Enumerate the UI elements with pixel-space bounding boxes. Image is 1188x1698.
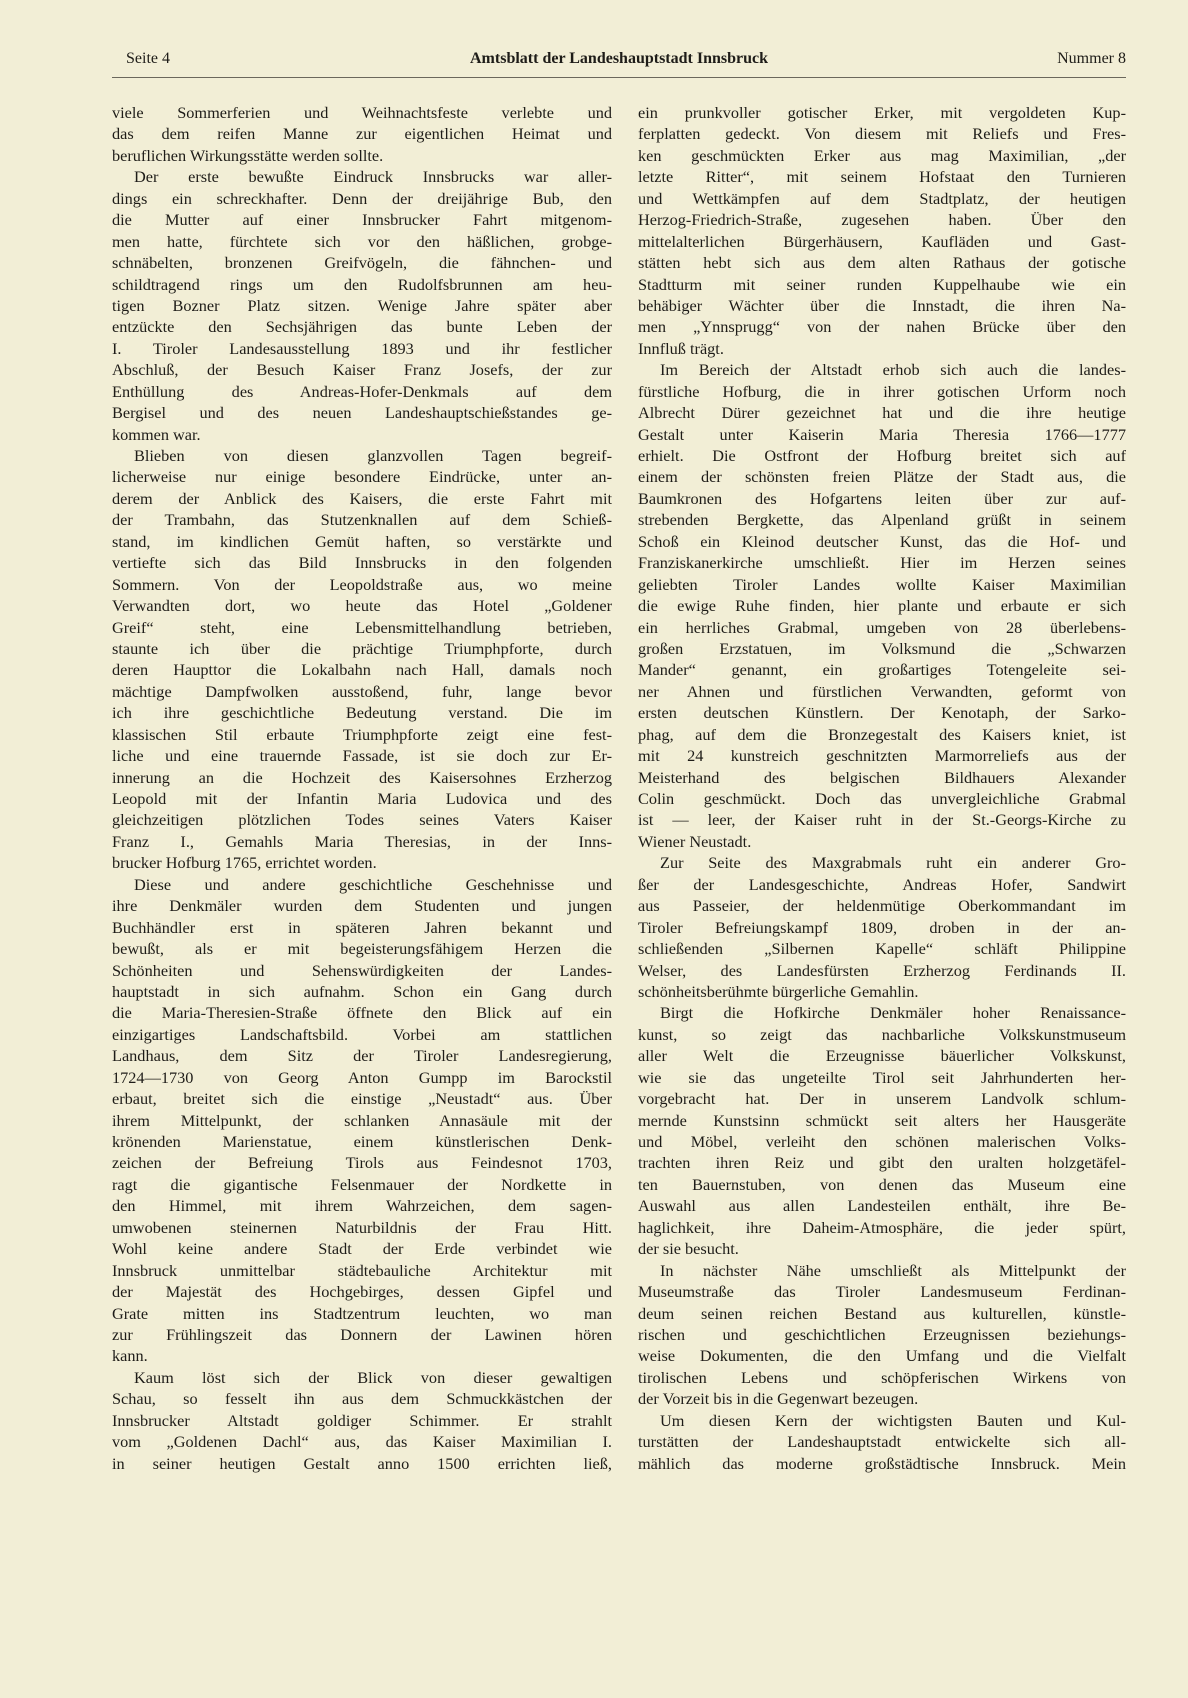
text-line: Tiroler Befreiungskampf 1809, droben in der an- bbox=[638, 917, 1126, 937]
text-line: aller Welt die Erzeugnisse bäuerlicher Volkskunst, bbox=[638, 1046, 1126, 1066]
text-line: mächtige Dampfwolken ausstoßend, fuhr, lange bevor bbox=[112, 681, 612, 701]
text-line: der Vorzeit bis in die Gegenwart bezeugen. bbox=[638, 1389, 919, 1409]
paragraph bbox=[638, 102, 1126, 359]
paragraph bbox=[638, 1260, 1126, 1410]
text-line: vorgebracht hat. Der in unserem Landvolk schlum- bbox=[638, 1089, 1126, 1109]
paragraph bbox=[638, 359, 1126, 852]
text-line: Schönheiten und Sehenswürdigkeiten der Landes- bbox=[112, 960, 612, 980]
text-line: Abschluß, der Besuch Kaiser Franz Josefs, der zur bbox=[112, 360, 612, 380]
text-line: stätten hebt sich aus dem alten Rathaus der gotische bbox=[638, 253, 1126, 273]
text-line: gleichzeitigen plötzlichen Todes seines Vaters Kaiser bbox=[112, 810, 612, 830]
text-line: fürstliche Hofburg, die in ihrer gotischen Urform noch bbox=[638, 381, 1126, 401]
text-line: ihre Denkmäler wurden dem Studenten und jungen bbox=[112, 896, 612, 916]
text-line: trachten ihren Reiz und gibt den uralten holzgetäfel- bbox=[638, 1153, 1126, 1173]
header-rule bbox=[112, 77, 1126, 78]
paragraph bbox=[112, 102, 612, 166]
text-line: ragt die gigantische Felsenmauer der Nordkette in bbox=[112, 1174, 612, 1194]
text-line: ein prunkvoller gotischer Erker, mit vergoldeten Kup- bbox=[638, 103, 1126, 122]
text-line: In nächster Nähe umschließt als Mittelpunkt der bbox=[660, 1260, 1126, 1280]
text-line: Museumstraße das Tiroler Landesmuseum Ferdinan- bbox=[638, 1282, 1126, 1302]
text-line: schönheitsberühmte bürgerliche Gemahlin. bbox=[638, 981, 919, 1001]
text-line: einem der schönsten freien Plätze der Stadt aus, die bbox=[638, 467, 1126, 487]
text-line: innerung an die Hochzeit des Kaisersohnes Erzherzog bbox=[112, 767, 612, 787]
text-line: umwobenen steinernen Naturbildnis der Frau Hitt. bbox=[112, 1217, 612, 1237]
text-line: einzigartiges Landschaftsbild. Vorbei am stattlichen bbox=[112, 1024, 612, 1044]
text-line: Birgt die Hofkirche Denkmäler hoher Renaissance- bbox=[660, 1003, 1126, 1023]
paragraph bbox=[112, 874, 612, 1367]
text-line: ein herrliches Grabmal, umgeben von 28 überlebens- bbox=[638, 617, 1126, 637]
text-line: erbaut, breitet sich die einstige „Neustadt“ aus. Über bbox=[112, 1089, 612, 1109]
text-line: Auswahl aus allen Landesteilen enthält, ihre Be- bbox=[638, 1196, 1126, 1216]
text-line: Wiener Neustadt. bbox=[638, 831, 752, 851]
text-line: in seiner heutigen Gestalt anno 1500 errichten ließ, bbox=[112, 1453, 612, 1473]
text-line: Leopold mit der Infantin Maria Ludovica und des bbox=[112, 789, 612, 808]
text-line: licherweise nur einige besondere Eindrücke, unter an- bbox=[112, 467, 612, 487]
text-line: das dem reifen Manne zur eigentlichen Heimat und bbox=[112, 124, 612, 144]
running-header bbox=[112, 50, 1126, 74]
text-line: tigen Bozner Platz sitzen. Wenige Jahre später aber bbox=[112, 295, 612, 315]
paragraph bbox=[112, 445, 612, 874]
text-line: Franziskanerkirche umschließt. Hier im Herzen seines bbox=[638, 553, 1126, 573]
text-line: Colin geschmückt. Doch das unvergleichliche Grabmal bbox=[638, 789, 1126, 808]
text-line: Wohl keine andere Stadt der Erde verbindet wie bbox=[112, 1239, 612, 1259]
text-line: Meisterhand des belgischen Bildhauers Alexander bbox=[638, 767, 1126, 787]
text-line: aus Passeier, der heldenmütige Oberkommandant im bbox=[638, 896, 1126, 916]
text-line: Enthüllung des Andreas-Hofer-Denkmals auf dem bbox=[112, 381, 612, 401]
text-line: kann. bbox=[112, 1346, 148, 1366]
text-line: klassischen Stil erbaute Triumphpforte zeigt eine fest- bbox=[112, 724, 612, 744]
text-line: schnäbelten, bronzenen Greifvögeln, die fähnchen- und bbox=[112, 253, 612, 273]
text-line: zeichen der Befreiung Tirols aus Feindesnot 1703, bbox=[112, 1153, 612, 1173]
text-line: Verwandten dort, wo heute das Hotel „Goldener bbox=[112, 596, 612, 616]
text-line: Gestalt unter Kaiserin Maria Theresia 1766—1777 bbox=[638, 424, 1126, 444]
text-line: Blieben von diesen glanzvollen Tagen begreif- bbox=[134, 446, 612, 465]
text-line: kunst, so zeigt das nachbarliche Volkskunstmuseum bbox=[638, 1024, 1126, 1044]
text-line: ersten deutschen Künstlern. Der Kenotaph, der Sarko- bbox=[638, 703, 1126, 723]
text-line: letzte Ritter“, mit seinem Hofstaat den Turnieren bbox=[638, 167, 1126, 187]
text-line: Zur Seite des Maxgrabmals ruht ein anderer Gro- bbox=[660, 853, 1126, 873]
page-number: Seite 4 bbox=[126, 50, 170, 67]
column-left bbox=[112, 102, 612, 1474]
text-line: und Möbel, verleiht den schönen malerischen Volks- bbox=[638, 1132, 1126, 1151]
text-line: Innfluß trägt. bbox=[638, 338, 724, 358]
text-line: Bergisel und des neuen Landeshauptschießstandes ge- bbox=[112, 403, 612, 423]
text-line: geliebten Tiroler Landes wollte Kaiser Maximilian bbox=[638, 574, 1126, 594]
text-line: brucker Hofburg 1765, errichtet worden. bbox=[112, 853, 377, 873]
text-line: ßer der Landesgeschichte, Andreas Hofer, Sandwirt bbox=[638, 874, 1126, 894]
text-line: schildtragend rings um den Rudolfsbrunnen am heu- bbox=[112, 274, 612, 294]
text-line: stand, im kindlichen Gemüt haften, so verstärkte und bbox=[112, 531, 612, 551]
text-line: haglichkeit, ihre Daheim-Atmosphäre, die jeder spürt, bbox=[638, 1217, 1126, 1237]
text-line: deren Haupttor die Lokalbahn nach Hall, damals noch bbox=[112, 660, 612, 680]
text-line: großen Erzstatuen, im Volksmund die „Schwarzen bbox=[638, 638, 1126, 658]
text-line: Albrecht Dürer gezeichnet hat und die ihre heutige bbox=[638, 403, 1126, 423]
text-line: Herzog-Friedrich-Straße, zugesehen haben. Über den bbox=[638, 210, 1126, 230]
text-line: liche und eine trauernde Fassade, ist sie doch zur Er- bbox=[112, 746, 612, 766]
text-line: Der erste bewußte Eindruck Innsbrucks war aller- bbox=[134, 167, 612, 187]
text-line: weise Dokumenten, die den Umfang und die Vielfalt bbox=[638, 1346, 1126, 1366]
text-line: mit 24 kunstreich geschnitzten Marmorreliefs aus der bbox=[638, 746, 1126, 766]
text-line: viele Sommerferien und Weihnachtsfeste verlebte und bbox=[112, 103, 612, 122]
text-line: men „Ynnsprugg“ von der nahen Brücke über den bbox=[638, 317, 1126, 337]
paragraph bbox=[638, 1002, 1126, 1259]
text-line: strebenden Bergkette, das Alpenland grüßt in seinem bbox=[638, 510, 1126, 530]
text-line: turstätten der Landeshauptstadt entwickelte sich all- bbox=[638, 1432, 1126, 1452]
text-line: bewußt, als er mit begeisterungsfähigem Herzen die bbox=[112, 939, 612, 959]
text-line: wie sie das ungeteilte Tirol seit Jahrhunderten her- bbox=[638, 1067, 1126, 1087]
text-line: die Mutter auf einer Innsbrucker Fahrt mitgenom- bbox=[112, 210, 612, 230]
text-line: beruflichen Wirkungsstätte werden sollte. bbox=[112, 145, 384, 165]
text-line: der sie besucht. bbox=[638, 1239, 739, 1259]
text-line: tirolischen Lebens und schöpferischen Wirkens von bbox=[638, 1367, 1126, 1387]
text-line: Mander“ genannt, ein großartiges Totengeleite sei- bbox=[638, 660, 1126, 680]
text-line: ken geschmückten Erker aus mag Maximilian, „der bbox=[638, 145, 1126, 165]
text-line: vom „Goldenen Dachl“ aus, das Kaiser Maximilian I. bbox=[112, 1432, 612, 1452]
text-line: vertiefte sich das Bild Innsbrucks in den folgenden bbox=[112, 553, 612, 573]
text-line: erhielt. Die Ostfront der Hofburg breitet sich auf bbox=[638, 446, 1126, 465]
text-line: mählich das moderne großstädtische Innsbruck. Mein bbox=[638, 1453, 1126, 1473]
text-line: Sommern. Von der Leopoldstraße aus, wo meine bbox=[112, 574, 612, 594]
text-line: Greif“ steht, eine Lebensmittelhandlung betrieben, bbox=[112, 617, 612, 637]
text-line: Schoß ein Kleinod deutscher Kunst, das die Hof- und bbox=[638, 531, 1126, 551]
text-line: mernde Kunstsinn schmückt seit alters her Hausgeräte bbox=[638, 1110, 1126, 1130]
text-line: phag, auf dem die Bronzegestalt des Kaisers kniet, ist bbox=[638, 724, 1126, 744]
text-line: entzückte den Sechsjährigen das bunte Leben der bbox=[112, 317, 612, 337]
text-line: 1724—1730 von Georg Anton Gumpp im Barockstil bbox=[112, 1067, 612, 1087]
text-line: Welser, des Landesfürsten Erzherzog Ferdinands II. bbox=[638, 960, 1126, 980]
text-line: der Trambahn, das Stutzenknallen auf dem Schieß- bbox=[112, 510, 612, 530]
text-line: Grate mitten ins Stadtzentrum leuchten, wo man bbox=[112, 1303, 612, 1323]
text-line: Kaum löst sich der Blick von dieser gewaltigen bbox=[134, 1367, 612, 1387]
text-line: ferplatten gedeckt. Von diesem mit Reliefs und Fres- bbox=[638, 124, 1126, 144]
paragraph bbox=[112, 1367, 612, 1474]
text-line: kommen war. bbox=[112, 424, 201, 444]
paragraph bbox=[112, 166, 612, 445]
text-line: Innsbruck unmittelbar städtebauliche Architektur mit bbox=[112, 1260, 612, 1280]
text-line: Buchhändler erst in späteren Jahren bekannt und bbox=[112, 917, 612, 937]
text-line: I. Tiroler Landesausstellung 1893 und ihr festlicher bbox=[112, 338, 612, 358]
issue-number: Nummer 8 bbox=[1057, 50, 1126, 67]
text-line: Landhaus, dem Sitz der Tiroler Landesregierung, bbox=[112, 1046, 612, 1066]
text-line: schließenden „Silbernen Kapelle“ schläft Philippine bbox=[638, 939, 1126, 959]
text-line: die Maria-Theresien-Straße öffnete den Blick auf ein bbox=[112, 1003, 612, 1023]
text-line: ist — leer, der Kaiser ruht in der St.-Georgs-Kirche zu bbox=[638, 810, 1126, 830]
text-line: Stadtturm mit seiner runden Kuppelhaube wie ein bbox=[638, 274, 1126, 294]
text-line: Innsbrucker Altstadt goldiger Schimmer. Er strahlt bbox=[112, 1410, 612, 1430]
text-line: ner Ahnen und fürstlichen Verwandten, geformt von bbox=[638, 681, 1126, 701]
text-line: Franz I., Gemahls Maria Theresias, in der Inns- bbox=[112, 831, 612, 851]
paragraph bbox=[638, 1410, 1126, 1474]
text-line: die ewige Ruhe finden, hier plante und erbaute er sich bbox=[638, 596, 1126, 616]
text-line: mittelalterlichen Bürgerhäusern, Kaufläden und Gast- bbox=[638, 231, 1126, 251]
paragraph bbox=[638, 852, 1126, 1002]
text-line: deum seinen reichen Bestand aus kulturellen, künstle- bbox=[638, 1303, 1126, 1323]
text-line: und Wettkämpfen auf dem Stadtplatz, der heutigen bbox=[638, 188, 1126, 208]
text-line: Schau, so fesselt ihn aus dem Schmuckkästchen der bbox=[112, 1389, 612, 1409]
column-right bbox=[638, 102, 1126, 1474]
text-line: staunte ich über die prächtige Triumphpforte, durch bbox=[112, 638, 612, 658]
text-line: men hatte, fürchtete sich vor den häßlichen, grobge- bbox=[112, 231, 612, 251]
text-line: zur Frühlingszeit das Donnern der Lawinen hören bbox=[112, 1324, 612, 1344]
text-line: behäbiger Wächter über die Innstadt, die ihren Na- bbox=[638, 295, 1126, 315]
text-line: Um diesen Kern der wichtigsten Bauten und Kul- bbox=[660, 1410, 1126, 1430]
text-line: ich ihre geschichtliche Bedeutung verstand. Die im bbox=[112, 703, 612, 723]
text-line: ihrem Mittelpunkt, der schlanken Annasäule mit der bbox=[112, 1110, 612, 1130]
text-line: rischen und geschichtlichen Erzeugnissen beziehungs- bbox=[638, 1324, 1126, 1344]
publication-title: Amtsblatt der Landeshauptstadt Innsbruck bbox=[470, 50, 768, 67]
text-line: dings ein schreckhafter. Denn der dreijährige Bub, den bbox=[112, 188, 612, 208]
text-line: der Majestät des Hochgebirges, dessen Gipfel und bbox=[112, 1282, 612, 1302]
text-line: krönenden Marienstatue, einem künstlerischen Denk- bbox=[112, 1132, 612, 1151]
text-line: Im Bereich der Altstadt erhob sich auch die landes- bbox=[660, 360, 1126, 380]
text-line: den Himmel, mit ihrem Wahrzeichen, dem sagen- bbox=[112, 1196, 612, 1216]
text-line: ten Bauernstuben, von denen das Museum eine bbox=[638, 1174, 1126, 1194]
text-line: derem der Anblick des Kaisers, die erste Fahrt mit bbox=[112, 488, 612, 508]
text-line: Baumkronen des Hofgartens leiten über zur auf- bbox=[638, 488, 1126, 508]
text-line: hauptstadt in sich aufnahm. Schon ein Gang durch bbox=[112, 981, 612, 1001]
text-line: Diese und andere geschichtliche Geschehnisse und bbox=[134, 874, 612, 894]
